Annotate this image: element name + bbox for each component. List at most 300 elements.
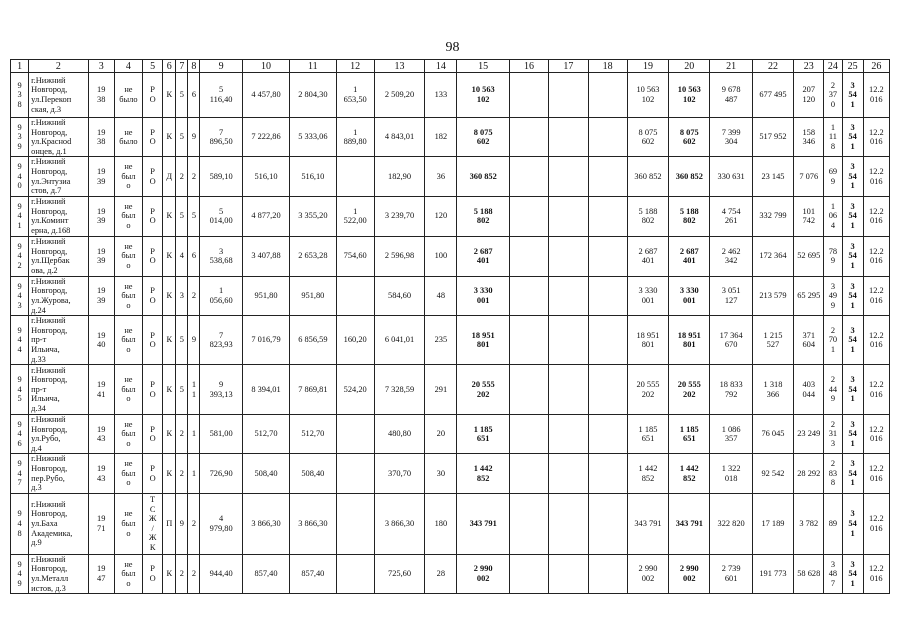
cell-col-11: 516,10 xyxy=(290,157,336,196)
cell-col-20: 360 852 xyxy=(669,157,710,196)
cell-col-15: 5 188 802 xyxy=(457,196,509,236)
cell-col-23: 65 295 xyxy=(794,276,824,315)
cell-col-18 xyxy=(588,365,627,415)
cell-col-8: 6 xyxy=(188,236,200,276)
cell-col-12 xyxy=(336,554,374,593)
cell-col-3: 19 38 xyxy=(88,118,114,157)
cell-col-5: Р О xyxy=(143,276,163,315)
column-header-25: 25 xyxy=(842,60,863,73)
cell-col-5: Т С Ж / Ж К xyxy=(143,493,163,554)
cell-col-2: г.Нижний Новгород, ул.Красноd онцев, д.1 xyxy=(29,118,88,157)
cell-col-20: 343 791 xyxy=(669,493,710,554)
cell-col-5: Р О xyxy=(143,365,163,415)
cell-col-6: К xyxy=(163,554,176,593)
cell-col-4: не был о xyxy=(114,554,142,593)
cell-col-2: г.Нижний Новгород, пр-т Ильича, д.34 xyxy=(29,365,88,415)
cell-col-17 xyxy=(549,415,588,454)
cell-col-24: 69 9 xyxy=(824,157,842,196)
cell-col-9: 4 979,80 xyxy=(200,493,242,554)
cell-col-24: 1 06 4 xyxy=(824,196,842,236)
cell-col-7: 5 xyxy=(176,118,188,157)
cell-col-26: 12.2 016 xyxy=(863,554,889,593)
cell-col-21: 2 739 601 xyxy=(710,554,752,593)
cell-col-17 xyxy=(549,316,588,365)
cell-col-17 xyxy=(549,73,588,118)
table-row xyxy=(11,73,890,118)
cell-col-21: 3 051 127 xyxy=(710,276,752,315)
cell-col-18 xyxy=(588,493,627,554)
cell-col-9: 5 014,00 xyxy=(200,196,242,236)
cell-col-15: 343 791 xyxy=(457,493,509,554)
cell-col-15: 18 951 801 xyxy=(457,316,509,365)
cell-col-14: 180 xyxy=(425,493,457,554)
cell-col-16 xyxy=(509,415,548,454)
cell-col-19: 10 563 102 xyxy=(627,73,668,118)
column-header-8: 8 xyxy=(188,60,200,73)
cell-col-15: 8 075 602 xyxy=(457,118,509,157)
cell-col-7: 2 xyxy=(176,454,188,493)
cell-col-3: 19 40 xyxy=(88,316,114,365)
cell-col-25: 3 54 1 xyxy=(842,415,863,454)
cell-col-6: Д xyxy=(163,157,176,196)
cell-col-13: 7 328,59 xyxy=(374,365,424,415)
cell-col-6: К xyxy=(163,454,176,493)
cell-col-24: 2 70 1 xyxy=(824,316,842,365)
cell-col-9: 726,90 xyxy=(200,454,242,493)
cell-col-7: 5 xyxy=(176,365,188,415)
column-header-1: 1 xyxy=(11,60,29,73)
cell-col-3: 19 39 xyxy=(88,236,114,276)
cell-col-12 xyxy=(336,493,374,554)
cell-col-6: К xyxy=(163,365,176,415)
cell-col-9: 9 393,13 xyxy=(200,365,242,415)
cell-col-8: 2 xyxy=(188,276,200,315)
cell-col-11: 2 653,28 xyxy=(290,236,336,276)
cell-col-22: 517 952 xyxy=(752,118,793,157)
cell-col-7: 9 xyxy=(176,493,188,554)
cell-col-26: 12.2 016 xyxy=(863,316,889,365)
cell-col-13: 584,60 xyxy=(374,276,424,315)
cell-col-19: 1 442 852 xyxy=(627,454,668,493)
cell-col-14: 120 xyxy=(425,196,457,236)
cell-col-4: не был о xyxy=(114,316,142,365)
cell-col-19: 2 990 002 xyxy=(627,554,668,593)
column-header-15: 15 xyxy=(457,60,509,73)
cell-col-10: 3 866,30 xyxy=(242,493,289,554)
column-header-6: 6 xyxy=(163,60,176,73)
cell-col-4: не был о xyxy=(114,365,142,415)
cell-col-1: 9 4 0 xyxy=(11,157,29,196)
cell-col-25: 3 54 1 xyxy=(842,157,863,196)
cell-col-24: 2 37 0 xyxy=(824,73,842,118)
cell-col-21: 2 462 342 xyxy=(710,236,752,276)
cell-col-16 xyxy=(509,196,548,236)
column-header-24: 24 xyxy=(824,60,842,73)
column-header-14: 14 xyxy=(425,60,457,73)
cell-col-5: Р О xyxy=(143,554,163,593)
cell-col-10: 4 877,20 xyxy=(242,196,289,236)
cell-col-19: 20 555 202 xyxy=(627,365,668,415)
cell-col-8: 5 xyxy=(188,196,200,236)
cell-col-8: 2 xyxy=(188,554,200,593)
column-header-20: 20 xyxy=(669,60,710,73)
cell-col-8: 9 xyxy=(188,316,200,365)
cell-col-13: 3 866,30 xyxy=(374,493,424,554)
cell-col-1: 9 4 5 xyxy=(11,365,29,415)
cell-col-5: Р О xyxy=(143,73,163,118)
cell-col-8: 6 xyxy=(188,73,200,118)
cell-col-5: Р О xyxy=(143,415,163,454)
cell-col-11: 7 869,81 xyxy=(290,365,336,415)
column-header-26: 26 xyxy=(863,60,889,73)
cell-col-26: 12.2 016 xyxy=(863,157,889,196)
cell-col-13: 2 509,20 xyxy=(374,73,424,118)
cell-col-17 xyxy=(549,365,588,415)
column-header-5: 5 xyxy=(143,60,163,73)
cell-col-6: К xyxy=(163,73,176,118)
cell-col-14: 28 xyxy=(425,554,457,593)
cell-col-10: 3 407,88 xyxy=(242,236,289,276)
cell-col-11: 512,70 xyxy=(290,415,336,454)
cell-col-6: К xyxy=(163,196,176,236)
cell-col-23: 7 076 xyxy=(794,157,824,196)
cell-col-20: 20 555 202 xyxy=(669,365,710,415)
cell-col-18 xyxy=(588,276,627,315)
cell-col-9: 1 056,60 xyxy=(200,276,242,315)
cell-col-12 xyxy=(336,415,374,454)
cell-col-15: 1 185 651 xyxy=(457,415,509,454)
cell-col-4: не был о xyxy=(114,493,142,554)
cell-col-26: 12.2 016 xyxy=(863,454,889,493)
cell-col-3: 19 41 xyxy=(88,365,114,415)
cell-col-2: г.Нижний Новгород, ул.Щербак ова, д.2 xyxy=(29,236,88,276)
cell-col-4: не был о xyxy=(114,236,142,276)
page-number: 98 xyxy=(445,40,460,55)
cell-col-23: 158 346 xyxy=(794,118,824,157)
cell-col-16 xyxy=(509,157,548,196)
cell-col-6: П xyxy=(163,493,176,554)
cell-col-18 xyxy=(588,73,627,118)
column-header-13: 13 xyxy=(374,60,424,73)
cell-col-20: 8 075 602 xyxy=(669,118,710,157)
table-row xyxy=(11,365,890,415)
cell-col-19: 343 791 xyxy=(627,493,668,554)
cell-col-19: 360 852 xyxy=(627,157,668,196)
cell-col-2: г.Нижний Новгород, пер.Рубо, д.3 xyxy=(29,454,88,493)
cell-col-5: Р О xyxy=(143,157,163,196)
cell-col-22: 17 189 xyxy=(752,493,793,554)
cell-col-20: 1 442 852 xyxy=(669,454,710,493)
cell-col-6: К xyxy=(163,415,176,454)
cell-col-15: 2 990 002 xyxy=(457,554,509,593)
table-row xyxy=(11,196,890,236)
cell-col-2: г.Нижний Новгород, пр-т Ильича, д.33 xyxy=(29,316,88,365)
cell-col-14: 48 xyxy=(425,276,457,315)
cell-col-17 xyxy=(549,236,588,276)
cell-col-1: 9 4 2 xyxy=(11,236,29,276)
cell-col-2: г.Нижний Новгород, ул.Коминт ерна, д.168 xyxy=(29,196,88,236)
cell-col-22: 191 773 xyxy=(752,554,793,593)
table-row xyxy=(11,454,890,493)
cell-col-13: 6 041,01 xyxy=(374,316,424,365)
cell-col-10: 508,40 xyxy=(242,454,289,493)
cell-col-21: 330 631 xyxy=(710,157,752,196)
cell-col-21: 17 364 670 xyxy=(710,316,752,365)
cell-col-15: 3 330 001 xyxy=(457,276,509,315)
cell-col-5: Р О xyxy=(143,118,163,157)
column-header-12: 12 xyxy=(336,60,374,73)
cell-col-17 xyxy=(549,196,588,236)
cell-col-23: 101 742 xyxy=(794,196,824,236)
cell-col-18 xyxy=(588,157,627,196)
cell-col-17 xyxy=(549,157,588,196)
cell-col-10: 4 457,80 xyxy=(242,73,289,118)
cell-col-14: 30 xyxy=(425,454,457,493)
cell-col-4: не было xyxy=(114,118,142,157)
cell-col-17 xyxy=(549,118,588,157)
cell-col-18 xyxy=(588,316,627,365)
cell-col-26: 12.2 016 xyxy=(863,196,889,236)
cell-col-10: 857,40 xyxy=(242,554,289,593)
cell-col-17 xyxy=(549,454,588,493)
cell-col-8: 1 xyxy=(188,415,200,454)
cell-col-11: 2 804,30 xyxy=(290,73,336,118)
cell-col-10: 8 394,01 xyxy=(242,365,289,415)
cell-col-15: 20 555 202 xyxy=(457,365,509,415)
cell-col-21: 18 833 792 xyxy=(710,365,752,415)
cell-col-10: 7 016,79 xyxy=(242,316,289,365)
cell-col-26: 12.2 016 xyxy=(863,276,889,315)
column-header-4: 4 xyxy=(114,60,142,73)
cell-col-2: г.Нижний Новгород, ул.Баха Академика, д.9 xyxy=(29,493,88,554)
cell-col-11: 3 355,20 xyxy=(290,196,336,236)
cell-col-4: не был о xyxy=(114,415,142,454)
cell-col-17 xyxy=(549,493,588,554)
cell-col-1: 9 4 6 xyxy=(11,415,29,454)
cell-col-11: 5 333,06 xyxy=(290,118,336,157)
column-header-23: 23 xyxy=(794,60,824,73)
cell-col-21: 1 086 357 xyxy=(710,415,752,454)
cell-col-16 xyxy=(509,73,548,118)
cell-col-8: 9 xyxy=(188,118,200,157)
cell-col-17 xyxy=(549,554,588,593)
cell-col-14: 20 xyxy=(425,415,457,454)
cell-col-3: 19 47 xyxy=(88,554,114,593)
cell-col-12 xyxy=(336,157,374,196)
cell-col-7: 5 xyxy=(176,316,188,365)
cell-col-21: 9 678 487 xyxy=(710,73,752,118)
table-row xyxy=(11,118,890,157)
cell-col-1: 9 4 7 xyxy=(11,454,29,493)
cell-col-25: 3 54 1 xyxy=(842,454,863,493)
cell-col-4: не был о xyxy=(114,196,142,236)
cell-col-11: 951,80 xyxy=(290,276,336,315)
cell-col-10: 951,80 xyxy=(242,276,289,315)
cell-col-25: 3 54 1 xyxy=(842,196,863,236)
cell-col-9: 589,10 xyxy=(200,157,242,196)
cell-col-24: 2 44 9 xyxy=(824,365,842,415)
cell-col-15: 360 852 xyxy=(457,157,509,196)
cell-col-21: 322 820 xyxy=(710,493,752,554)
cell-col-14: 182 xyxy=(425,118,457,157)
column-header-9: 9 xyxy=(200,60,242,73)
cell-col-8: 2 xyxy=(188,493,200,554)
cell-col-7: 3 xyxy=(176,276,188,315)
cell-col-20: 3 330 001 xyxy=(669,276,710,315)
cell-col-13: 480,80 xyxy=(374,415,424,454)
column-header-22: 22 xyxy=(752,60,793,73)
column-header-19: 19 xyxy=(627,60,668,73)
cell-col-20: 18 951 801 xyxy=(669,316,710,365)
cell-col-13: 182,90 xyxy=(374,157,424,196)
cell-col-7: 5 xyxy=(176,73,188,118)
cell-col-22: 1 318 366 xyxy=(752,365,793,415)
cell-col-22: 332 799 xyxy=(752,196,793,236)
table-row xyxy=(11,316,890,365)
cell-col-25: 3 54 1 xyxy=(842,276,863,315)
cell-col-23: 58 628 xyxy=(794,554,824,593)
cell-col-15: 10 563 102 xyxy=(457,73,509,118)
cell-col-9: 5 116,40 xyxy=(200,73,242,118)
cell-col-22: 92 542 xyxy=(752,454,793,493)
cell-col-18 xyxy=(588,236,627,276)
cell-col-3: 19 39 xyxy=(88,196,114,236)
cell-col-25: 3 54 1 xyxy=(842,554,863,593)
column-header-16: 16 xyxy=(509,60,548,73)
cell-col-6: К xyxy=(163,236,176,276)
cell-col-1: 9 4 3 xyxy=(11,276,29,315)
cell-col-11: 508,40 xyxy=(290,454,336,493)
cell-col-14: 291 xyxy=(425,365,457,415)
cell-col-4: не был о xyxy=(114,157,142,196)
column-header-2: 2 xyxy=(29,60,88,73)
cell-col-16 xyxy=(509,276,548,315)
cell-col-5: Р О xyxy=(143,236,163,276)
cell-col-18 xyxy=(588,454,627,493)
cell-col-15: 1 442 852 xyxy=(457,454,509,493)
cell-col-23: 207 120 xyxy=(794,73,824,118)
cell-col-13: 2 596,98 xyxy=(374,236,424,276)
cell-col-7: 5 xyxy=(176,196,188,236)
cell-col-3: 19 43 xyxy=(88,454,114,493)
cell-col-23: 28 292 xyxy=(794,454,824,493)
cell-col-6: К xyxy=(163,316,176,365)
cell-col-7: 2 xyxy=(176,554,188,593)
cell-col-9: 7 896,50 xyxy=(200,118,242,157)
cell-col-2: г.Нижний Новгород, ул.Металл истов, д.3 xyxy=(29,554,88,593)
cell-col-13: 370,70 xyxy=(374,454,424,493)
cell-col-9: 581,00 xyxy=(200,415,242,454)
cell-col-23: 23 249 xyxy=(794,415,824,454)
cell-col-22: 76 045 xyxy=(752,415,793,454)
cell-col-24: 2 83 8 xyxy=(824,454,842,493)
column-number-row xyxy=(11,60,890,73)
cell-col-22: 1 215 527 xyxy=(752,316,793,365)
cell-col-11: 6 856,59 xyxy=(290,316,336,365)
cell-col-4: не был о xyxy=(114,454,142,493)
cell-col-26: 12.2 016 xyxy=(863,493,889,554)
cell-col-20: 2 990 002 xyxy=(669,554,710,593)
cell-col-1: 9 3 9 xyxy=(11,118,29,157)
cell-col-16 xyxy=(509,236,548,276)
cell-col-2: г.Нижний Новгород, ул.Рубо, д.4 xyxy=(29,415,88,454)
cell-col-1: 9 4 1 xyxy=(11,196,29,236)
cell-col-26: 12.2 016 xyxy=(863,415,889,454)
column-header-7: 7 xyxy=(176,60,188,73)
cell-col-12: 524,20 xyxy=(336,365,374,415)
cell-col-14: 235 xyxy=(425,316,457,365)
cell-col-15: 2 687 401 xyxy=(457,236,509,276)
cell-col-6: К xyxy=(163,276,176,315)
cell-col-3: 19 39 xyxy=(88,157,114,196)
cell-col-9: 944,40 xyxy=(200,554,242,593)
cell-col-20: 2 687 401 xyxy=(669,236,710,276)
cell-col-23: 403 044 xyxy=(794,365,824,415)
table-body xyxy=(11,73,890,594)
cell-col-22: 172 364 xyxy=(752,236,793,276)
cell-col-7: 2 xyxy=(176,157,188,196)
column-header-18: 18 xyxy=(588,60,627,73)
column-header-11: 11 xyxy=(290,60,336,73)
cell-col-16 xyxy=(509,454,548,493)
cell-col-17 xyxy=(549,276,588,315)
cell-col-1: 9 3 8 xyxy=(11,73,29,118)
cell-col-25: 3 54 1 xyxy=(842,365,863,415)
cell-col-3: 19 71 xyxy=(88,493,114,554)
housing-repair-table xyxy=(10,59,890,594)
cell-col-25: 3 54 1 xyxy=(842,73,863,118)
cell-col-5: Р О xyxy=(143,454,163,493)
cell-col-12: 1 889,80 xyxy=(336,118,374,157)
cell-col-12: 1 653,50 xyxy=(336,73,374,118)
cell-col-13: 725,60 xyxy=(374,554,424,593)
cell-col-2: г.Нижний Новгород, ул.Энтузиа стов, д.7 xyxy=(29,157,88,196)
cell-col-6: К xyxy=(163,118,176,157)
cell-col-4: не было xyxy=(114,73,142,118)
cell-col-1: 9 4 9 xyxy=(11,554,29,593)
cell-col-18 xyxy=(588,196,627,236)
cell-col-22: 23 145 xyxy=(752,157,793,196)
cell-col-26: 12.2 016 xyxy=(863,73,889,118)
cell-col-19: 8 075 602 xyxy=(627,118,668,157)
cell-col-14: 133 xyxy=(425,73,457,118)
cell-col-25: 3 54 1 xyxy=(842,236,863,276)
column-header-21: 21 xyxy=(710,60,752,73)
cell-col-20: 10 563 102 xyxy=(669,73,710,118)
cell-col-21: 4 754 261 xyxy=(710,196,752,236)
cell-col-19: 18 951 801 xyxy=(627,316,668,365)
table-row xyxy=(11,554,890,593)
cell-col-7: 2 xyxy=(176,415,188,454)
cell-col-1: 9 4 4 xyxy=(11,316,29,365)
cell-col-23: 3 782 xyxy=(794,493,824,554)
table-row xyxy=(11,157,890,196)
cell-col-8: 2 xyxy=(188,157,200,196)
cell-col-24: 89 xyxy=(824,493,842,554)
cell-col-14: 36 xyxy=(425,157,457,196)
cell-col-19: 2 687 401 xyxy=(627,236,668,276)
cell-col-22: 213 579 xyxy=(752,276,793,315)
cell-col-22: 677 495 xyxy=(752,73,793,118)
cell-col-23: 52 695 xyxy=(794,236,824,276)
cell-col-8: 1 xyxy=(188,454,200,493)
cell-col-20: 5 188 802 xyxy=(669,196,710,236)
cell-col-5: Р О xyxy=(143,196,163,236)
cell-col-7: 4 xyxy=(176,236,188,276)
cell-col-2: г.Нижний Новгород, ул.Журова, д.24 xyxy=(29,276,88,315)
cell-col-12 xyxy=(336,276,374,315)
cell-col-18 xyxy=(588,415,627,454)
